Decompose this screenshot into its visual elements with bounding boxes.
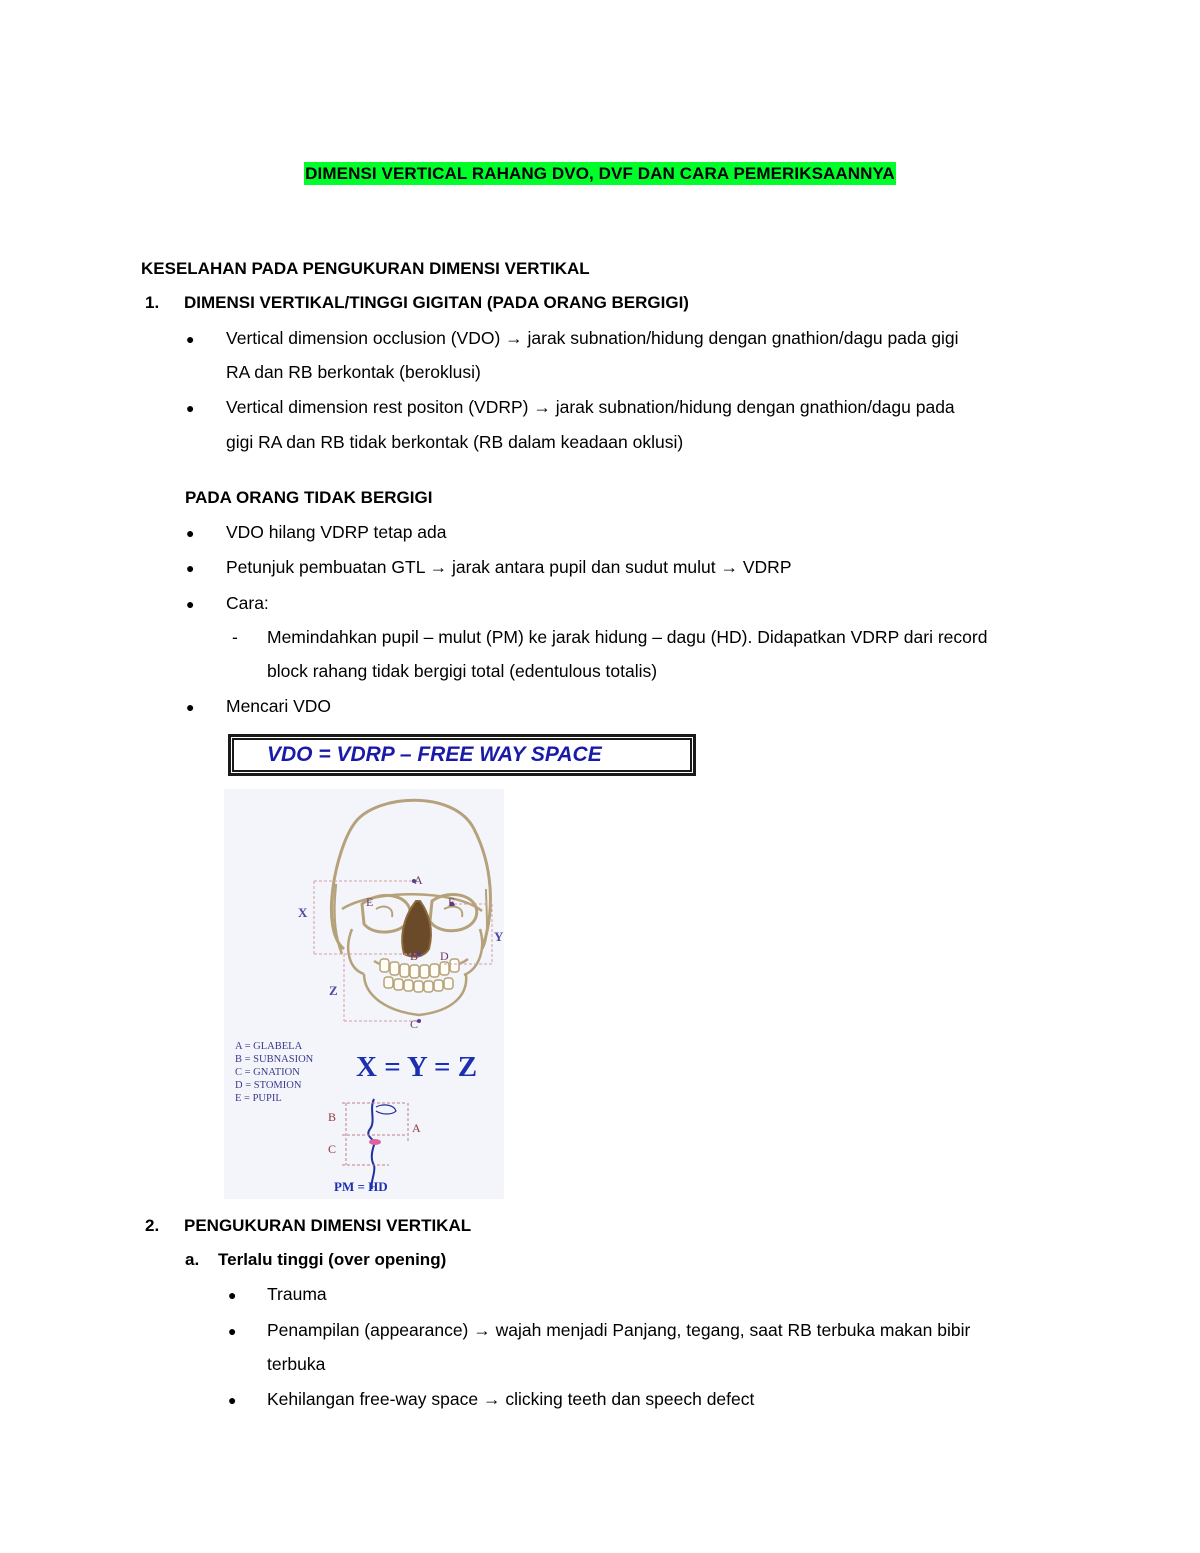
dash-marker: - (232, 627, 238, 647)
bullet-dot-icon: ● (186, 525, 195, 541)
document-title: DIMENSI VERTICAL RAHANG DVO, DVF DAN CARA PEMERIKSAANNYA (305, 164, 895, 183)
item2-heading: PENGUKURAN DIMENSI VERTIKAL (184, 1216, 472, 1235)
skull-diagram-figure (224, 789, 504, 1199)
item1-bullet1-line2: RA dan RB berkontak (beroklusi) (226, 362, 481, 382)
legend-item: A = GLABELA (235, 1041, 303, 1052)
dash-line2: block rahang tidak bergigi total (edentulous totalis) (267, 661, 658, 681)
profile-label-a: A (412, 1121, 421, 1135)
item2-bullet3: Kehilangan free-way space → clicking teeth dan speech defect (267, 1389, 755, 1409)
item1-heading: DIMENSI VERTIKAL/TINGGI GIGITAN (PADA ORANG BERGIGI) (184, 293, 689, 312)
skull-drawing (224, 789, 504, 1199)
sub-letter-a: a. (185, 1250, 200, 1269)
label-x: X (298, 905, 308, 920)
item2-bullet2-line1: Penampilan (appearance) → wajah menjadi Panjang, tegang, saat RB terbuka makan bibir (267, 1320, 971, 1340)
legend-item: B = SUBNASION (235, 1054, 314, 1065)
label-e-right: E (448, 895, 456, 909)
legend-item: C = GNATION (235, 1067, 300, 1078)
formula-text: VDO = VDRP – FREE WAY SPACE (267, 743, 602, 766)
edentulous-heading: PADA ORANG TIDAK BERGIGI (185, 488, 433, 507)
bullet-dot-icon: ● (186, 400, 195, 416)
bullet-dot-icon: ● (228, 1287, 237, 1303)
item2-bullet2-line2: terbuka (267, 1354, 326, 1374)
title-line (0, 164, 1200, 184)
label-y: Y (494, 929, 504, 944)
profile-label-b: B (328, 1110, 337, 1124)
bullet-dot-icon: ● (186, 596, 195, 612)
legend-item: E = PUPIL (235, 1093, 282, 1104)
edentulous-bullet4: Mencari VDO (226, 696, 332, 716)
section-heading: KESELAHAN PADA PENGUKURAN DIMENSI VERTIKAL (141, 259, 590, 278)
list-number-2: 2. (145, 1216, 160, 1235)
edentulous-bullet3: Cara: (226, 593, 269, 613)
label-a: A (414, 873, 423, 887)
item1-bullet2-line1: Vertical dimension rest positon (VDRP) → jarak subnation/hidung dengan gnathion/dagu pada (226, 397, 955, 417)
equation: X = Y = Z (356, 1051, 478, 1083)
label-e-left: E (366, 895, 374, 909)
list-number-1: 1. (145, 293, 160, 312)
figure-caption: PM = HD (334, 1179, 388, 1194)
legend-item: D = STOMION (235, 1080, 302, 1091)
item2-bullet1: Trauma (267, 1284, 327, 1304)
bullet-dot-icon: ● (186, 560, 195, 576)
legend (235, 1040, 313, 1105)
bullet-dot-icon: ● (186, 699, 195, 715)
bullet-dot-icon: ● (228, 1392, 237, 1408)
dash-line1: Memindahkan pupil – mulut (PM) ke jarak hidung – dagu (HD). Didapatkan VDRP dari record (267, 627, 988, 647)
bullet-dot-icon: ● (228, 1323, 237, 1339)
profile-label-c: C (328, 1142, 337, 1156)
bullet-dot-icon: ● (186, 331, 195, 347)
label-b: B (410, 949, 419, 963)
item1-bullet1-line1: Vertical dimension occlusion (VDO) → jarak subnation/hidung dengan gnathion/dagu pada gigi (226, 328, 959, 348)
formula-box (228, 734, 696, 776)
item1-bullet2-line2: gigi RA dan RB tidak berkontak (RB dalam keadaan oklusi) (226, 432, 684, 452)
label-d: D (440, 949, 449, 963)
edentulous-bullet2: Petunjuk pembuatan GTL → jarak antara pupil dan sudut mulut → VDRP (226, 557, 792, 577)
label-z: Z (329, 983, 338, 998)
label-c: C (410, 1017, 419, 1031)
edentulous-bullet1: VDO hilang VDRP tetap ada (226, 522, 447, 542)
sub-heading: Terlalu tinggi (over opening) (218, 1250, 447, 1269)
